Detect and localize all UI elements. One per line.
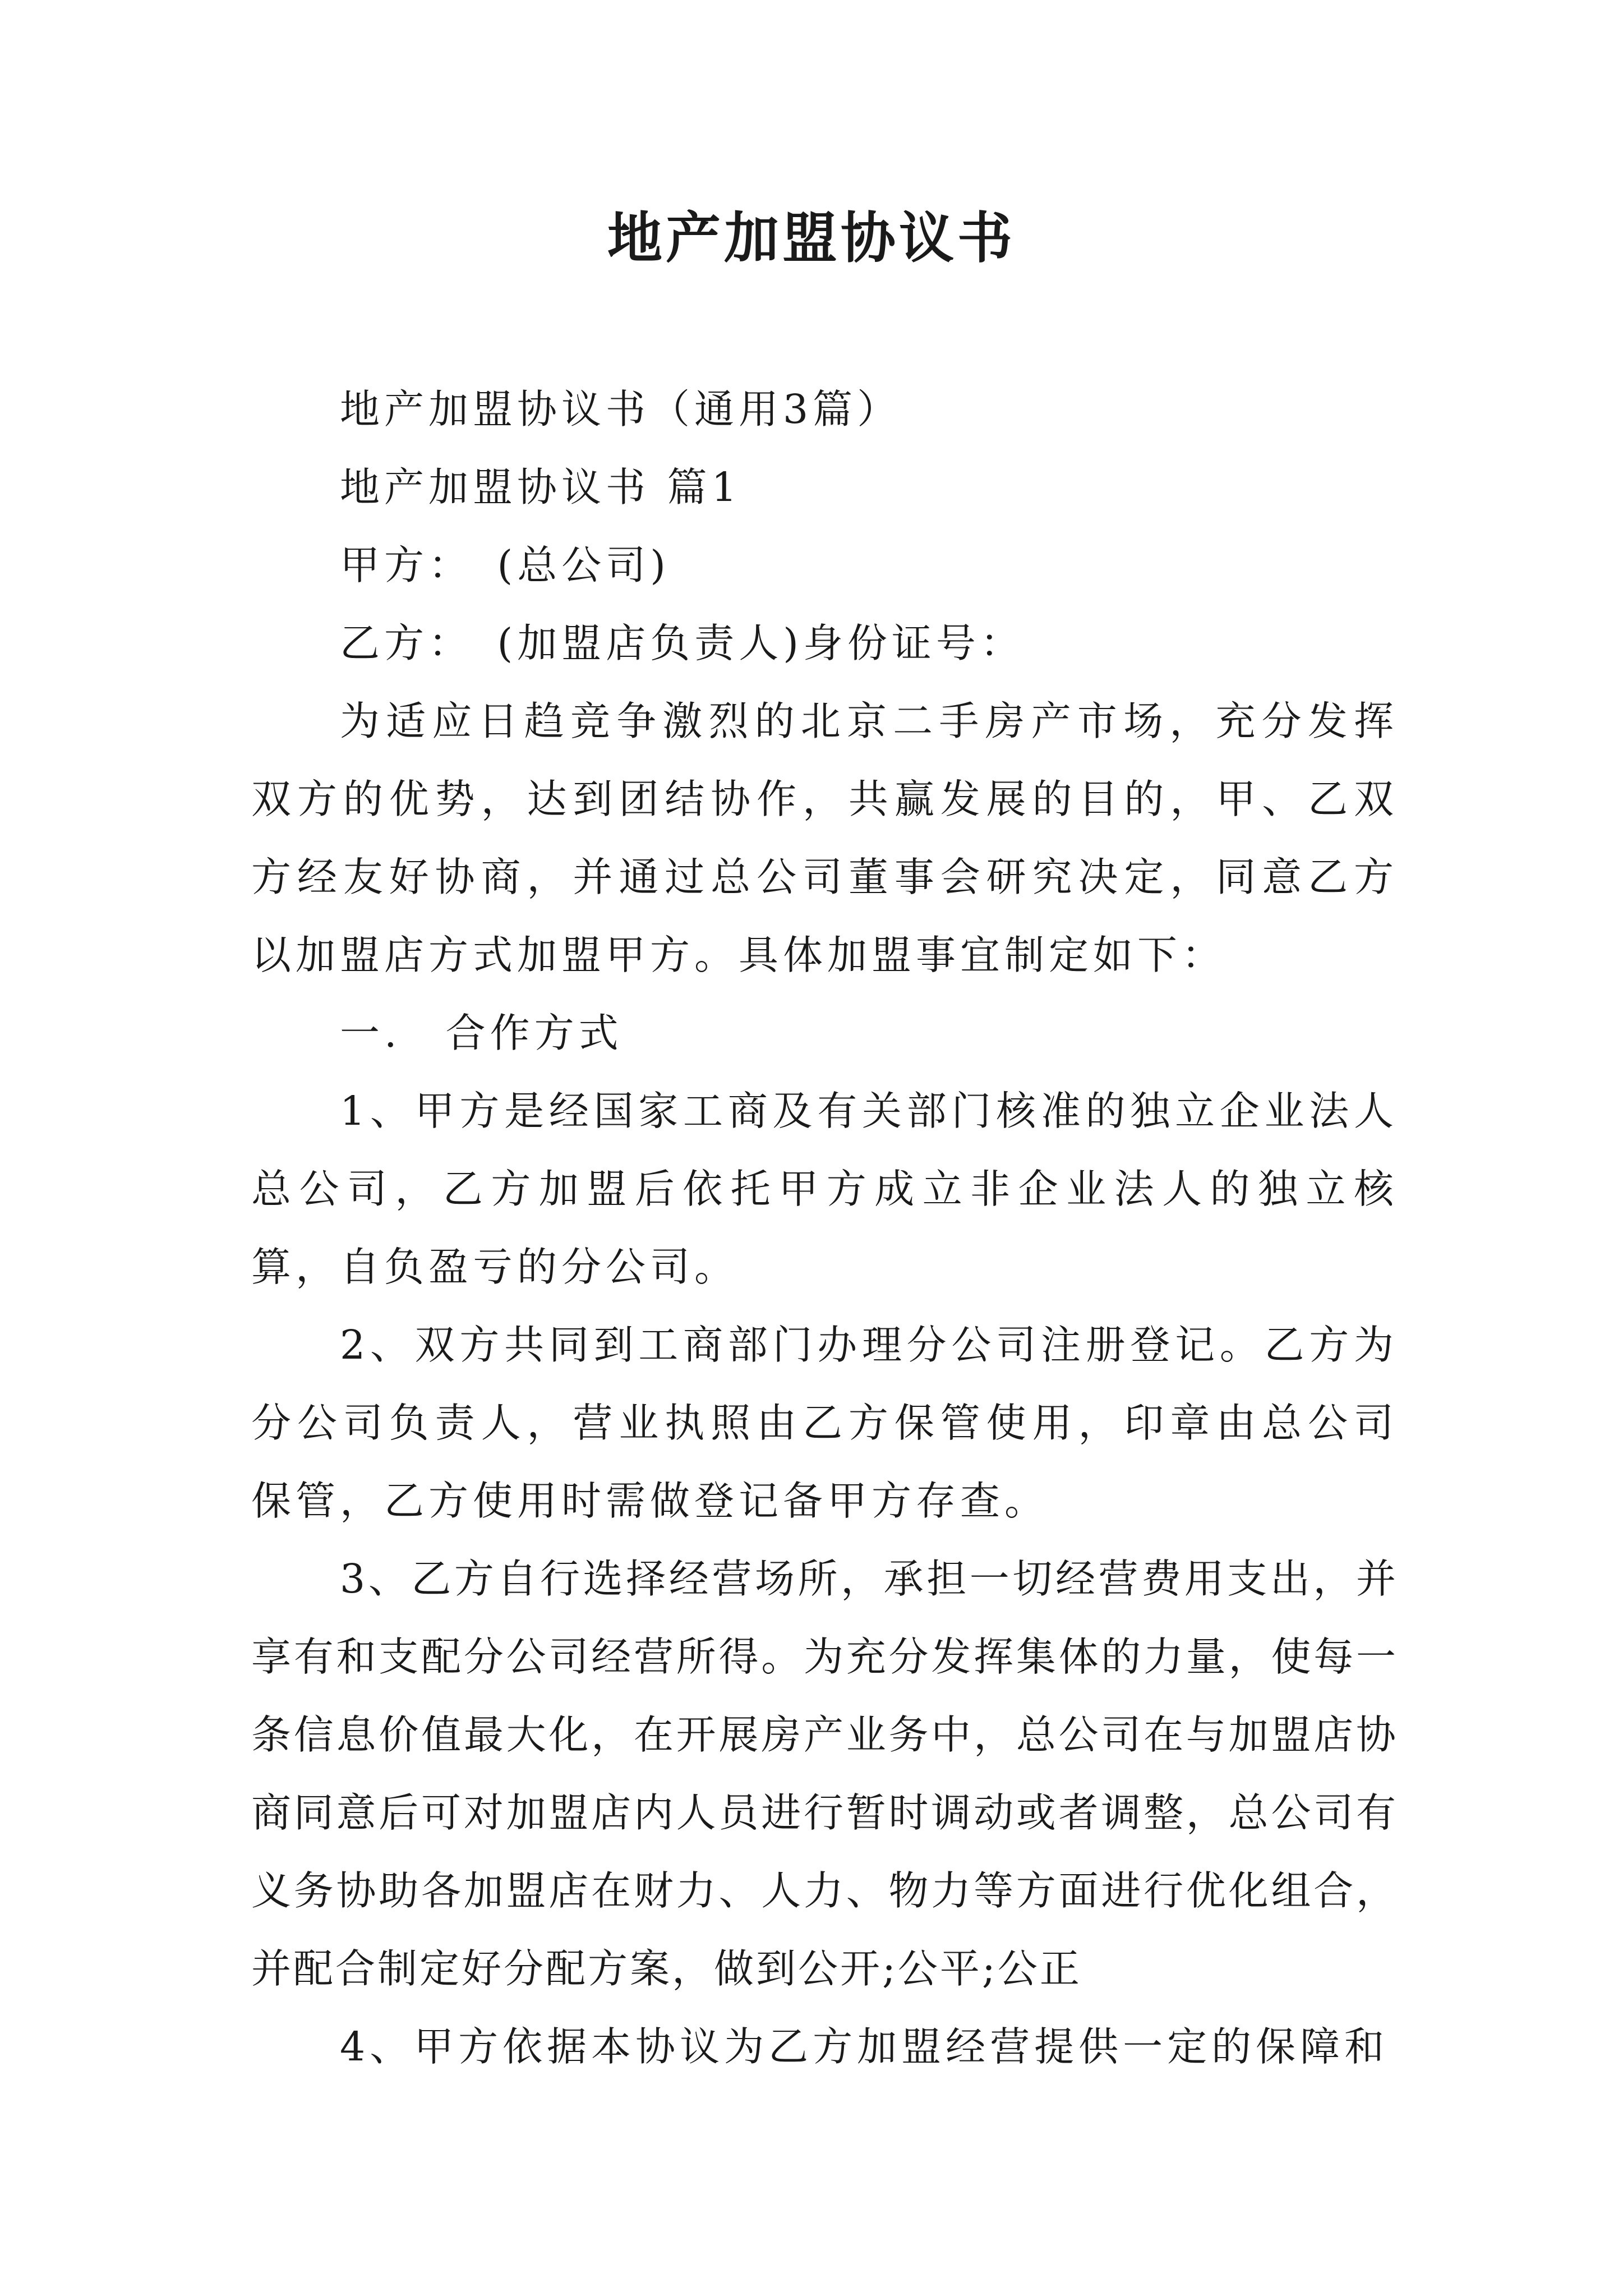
paragraph-subtitle: 地产加盟协议书（通用3篇） (340, 386, 902, 432)
paragraph-party-a: 甲方： (总公司) (340, 542, 670, 588)
paragraph-party-b: 乙方： (加盟店负责人)身份证号： (340, 620, 1025, 666)
paragraph-clause-3: 3、乙方自行选择经营场所，承担一切经营费用支出，并享有和支配分公司经营所得。为充分发挥集体的力量，使每一条信息价值最大化，在开展房产业务中，总公司在与加盟店协商同意后可对加盟店内人员进行暂时调动或者调整，总公司有义务协助各加盟店在财力、人力、物力等方面进行优化组合，并配合制定好分配方案，做到公开;公平;公正 (251, 1556, 1398, 1992)
document-title: 地产加盟协议书 (607, 206, 1016, 270)
paragraph-clause-4: 4、甲方依据本协议为乙方加盟经营提供一定的保障和 (340, 2023, 1389, 2070)
paragraph-section-heading: 地产加盟协议书 篇1 (340, 464, 741, 510)
paragraph-clause-2: 2、双方共同到工商部门办理分公司注册登记。乙方为分公司负责人，营业执照由乙方保管使用，印章由总公司保管，乙方使用时需做登记备甲方存查。 (251, 1322, 1398, 1524)
paragraph-preamble: 为适应日趋竞争激烈的北京二手房产市场，充分发挥双方的优势，达到团结协作，共赢发展的目的，甲、乙双方经友好协商，并通过总公司董事会研究决定，同意乙方以加盟店方式加盟甲方。具体加盟事宜制定如下： (251, 698, 1398, 978)
paragraph-clause-1: 1、甲方是经国家工商及有关部门核准的独立企业法人总公司，乙方加盟后依托甲方成立非企业法人的独立核算，自负盈亏的分公司。 (251, 1088, 1398, 1290)
paragraph-clause-heading: 一. 合作方式 (340, 1010, 623, 1056)
document-body (251, 370, 1398, 2086)
